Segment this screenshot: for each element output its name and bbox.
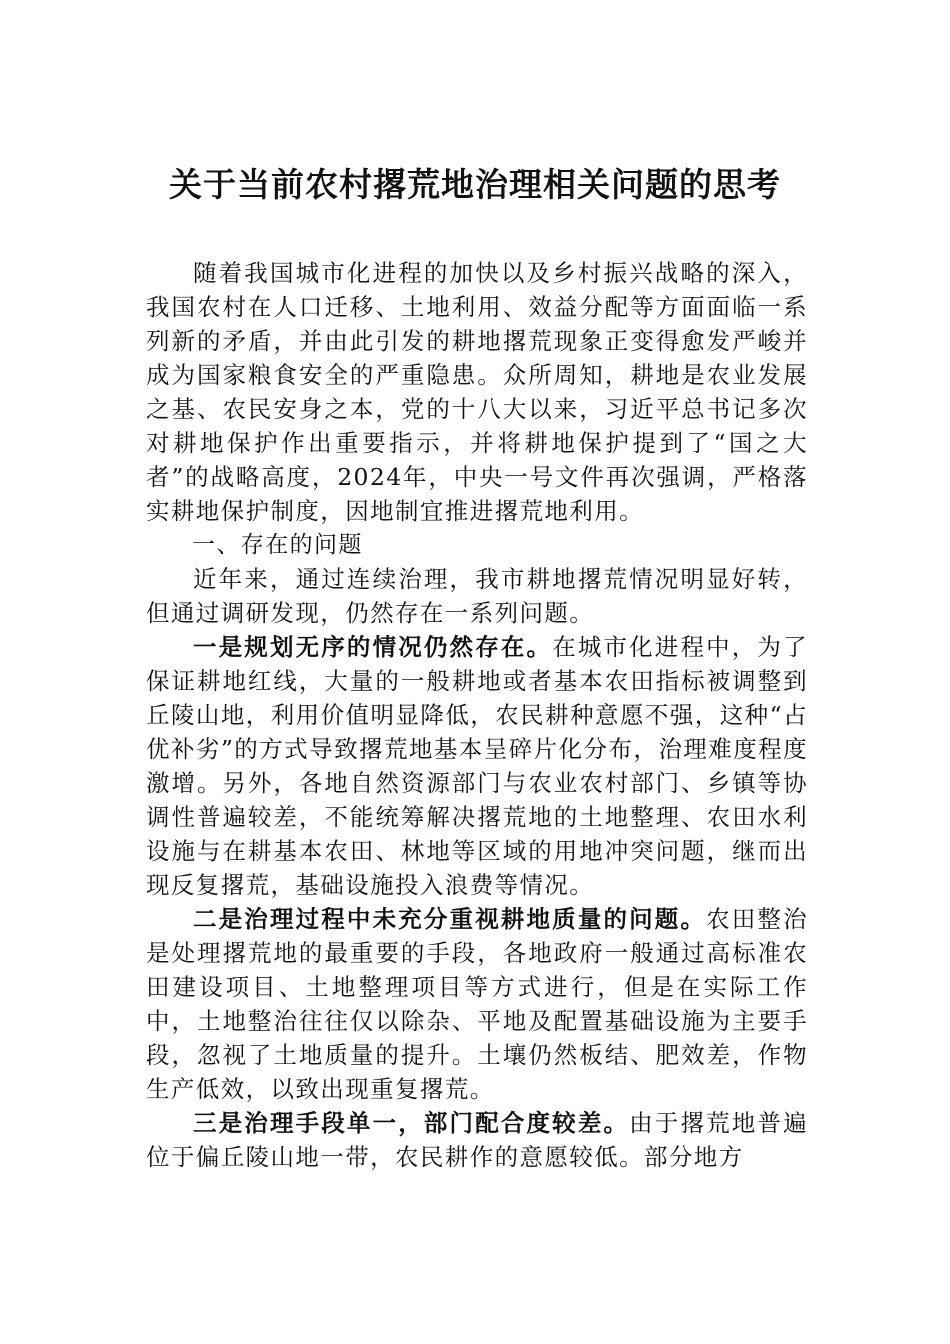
point-one-lead: 一是规划无序的情况仍然存在。 — [193, 633, 553, 661]
point-three-lead: 三是治理手段单一，部门配合度较差。 — [193, 1109, 630, 1137]
point-two-lead: 二是治理过程中未充分重视耕地质量的问题。 — [193, 905, 707, 933]
point-three-text: 由于撂荒地普遍位于偏丘陵山地一带，农民耕作的意愿较低。部分地方 — [146, 1109, 808, 1171]
point-one-paragraph — [146, 630, 808, 902]
document-title: 关于当前农村撂荒地治理相关问题的思考 — [169, 165, 781, 204]
point-two-text: 农田整治是处理撂荒地的最重要的手段，各地政府一般通过高标准农田建设项目、土地整理项目等方式进行，但是在实际工作中，土地整治往往仅以除杂、平地及配置基础设施为主要手段，忽视了土地质量的提升。土壤仍然板结、肥效差，作物生产低效，以致出现重复撂荒。 — [146, 905, 808, 1103]
document-body — [146, 256, 808, 1174]
section-heading: 一、存在的问题 — [192, 532, 363, 558]
point-three-paragraph — [146, 1106, 808, 1174]
section-intro-paragraph: 近年来，通过连续治理，我市耕地撂荒情况明显好转，但通过调研发现，仍然存在一系列问题。 — [146, 565, 808, 627]
point-one-text: 在城市化进程中，为了保证耕地红线，大量的一般耕地或者基本农田指标被调整到丘陵山地，利用价值明显降低，农民耕种意愿不强，这种“占优补劣”的方式导致撂荒地基本呈碎片化分布，治理难度程度激增。另外，各地自然资源部门与农业农村部门、乡镇等协调性普遍较差，不能统筹解决撂荒地的土地整理、农田水利设施与在耕基本农田、林地等区域的用地冲突问题，继而出现反复撂荒，基础设施投入浪费等情况。 — [146, 633, 808, 899]
intro-paragraph: 随着我国城市化进程的加快以及乡村振兴战略的深入，我国农村在人口迁移、土地利用、效益分配等方面面临一系列新的矛盾，并由此引发的耕地撂荒现象正变得愈发严峻并成为国家粮食安全的严重隐患。众所周知，耕地是农业发展之基、农民安身之本，党的十八大以来，习近平总书记多次对耕地保护作出重要指示，并将耕地保护提到了“国之大者”的战略高度，2024年，中央一号文件再次强调，严格落实耕地保护制度，因地制宜推进撂荒地利用。 — [146, 259, 808, 525]
point-two-paragraph — [146, 902, 808, 1106]
